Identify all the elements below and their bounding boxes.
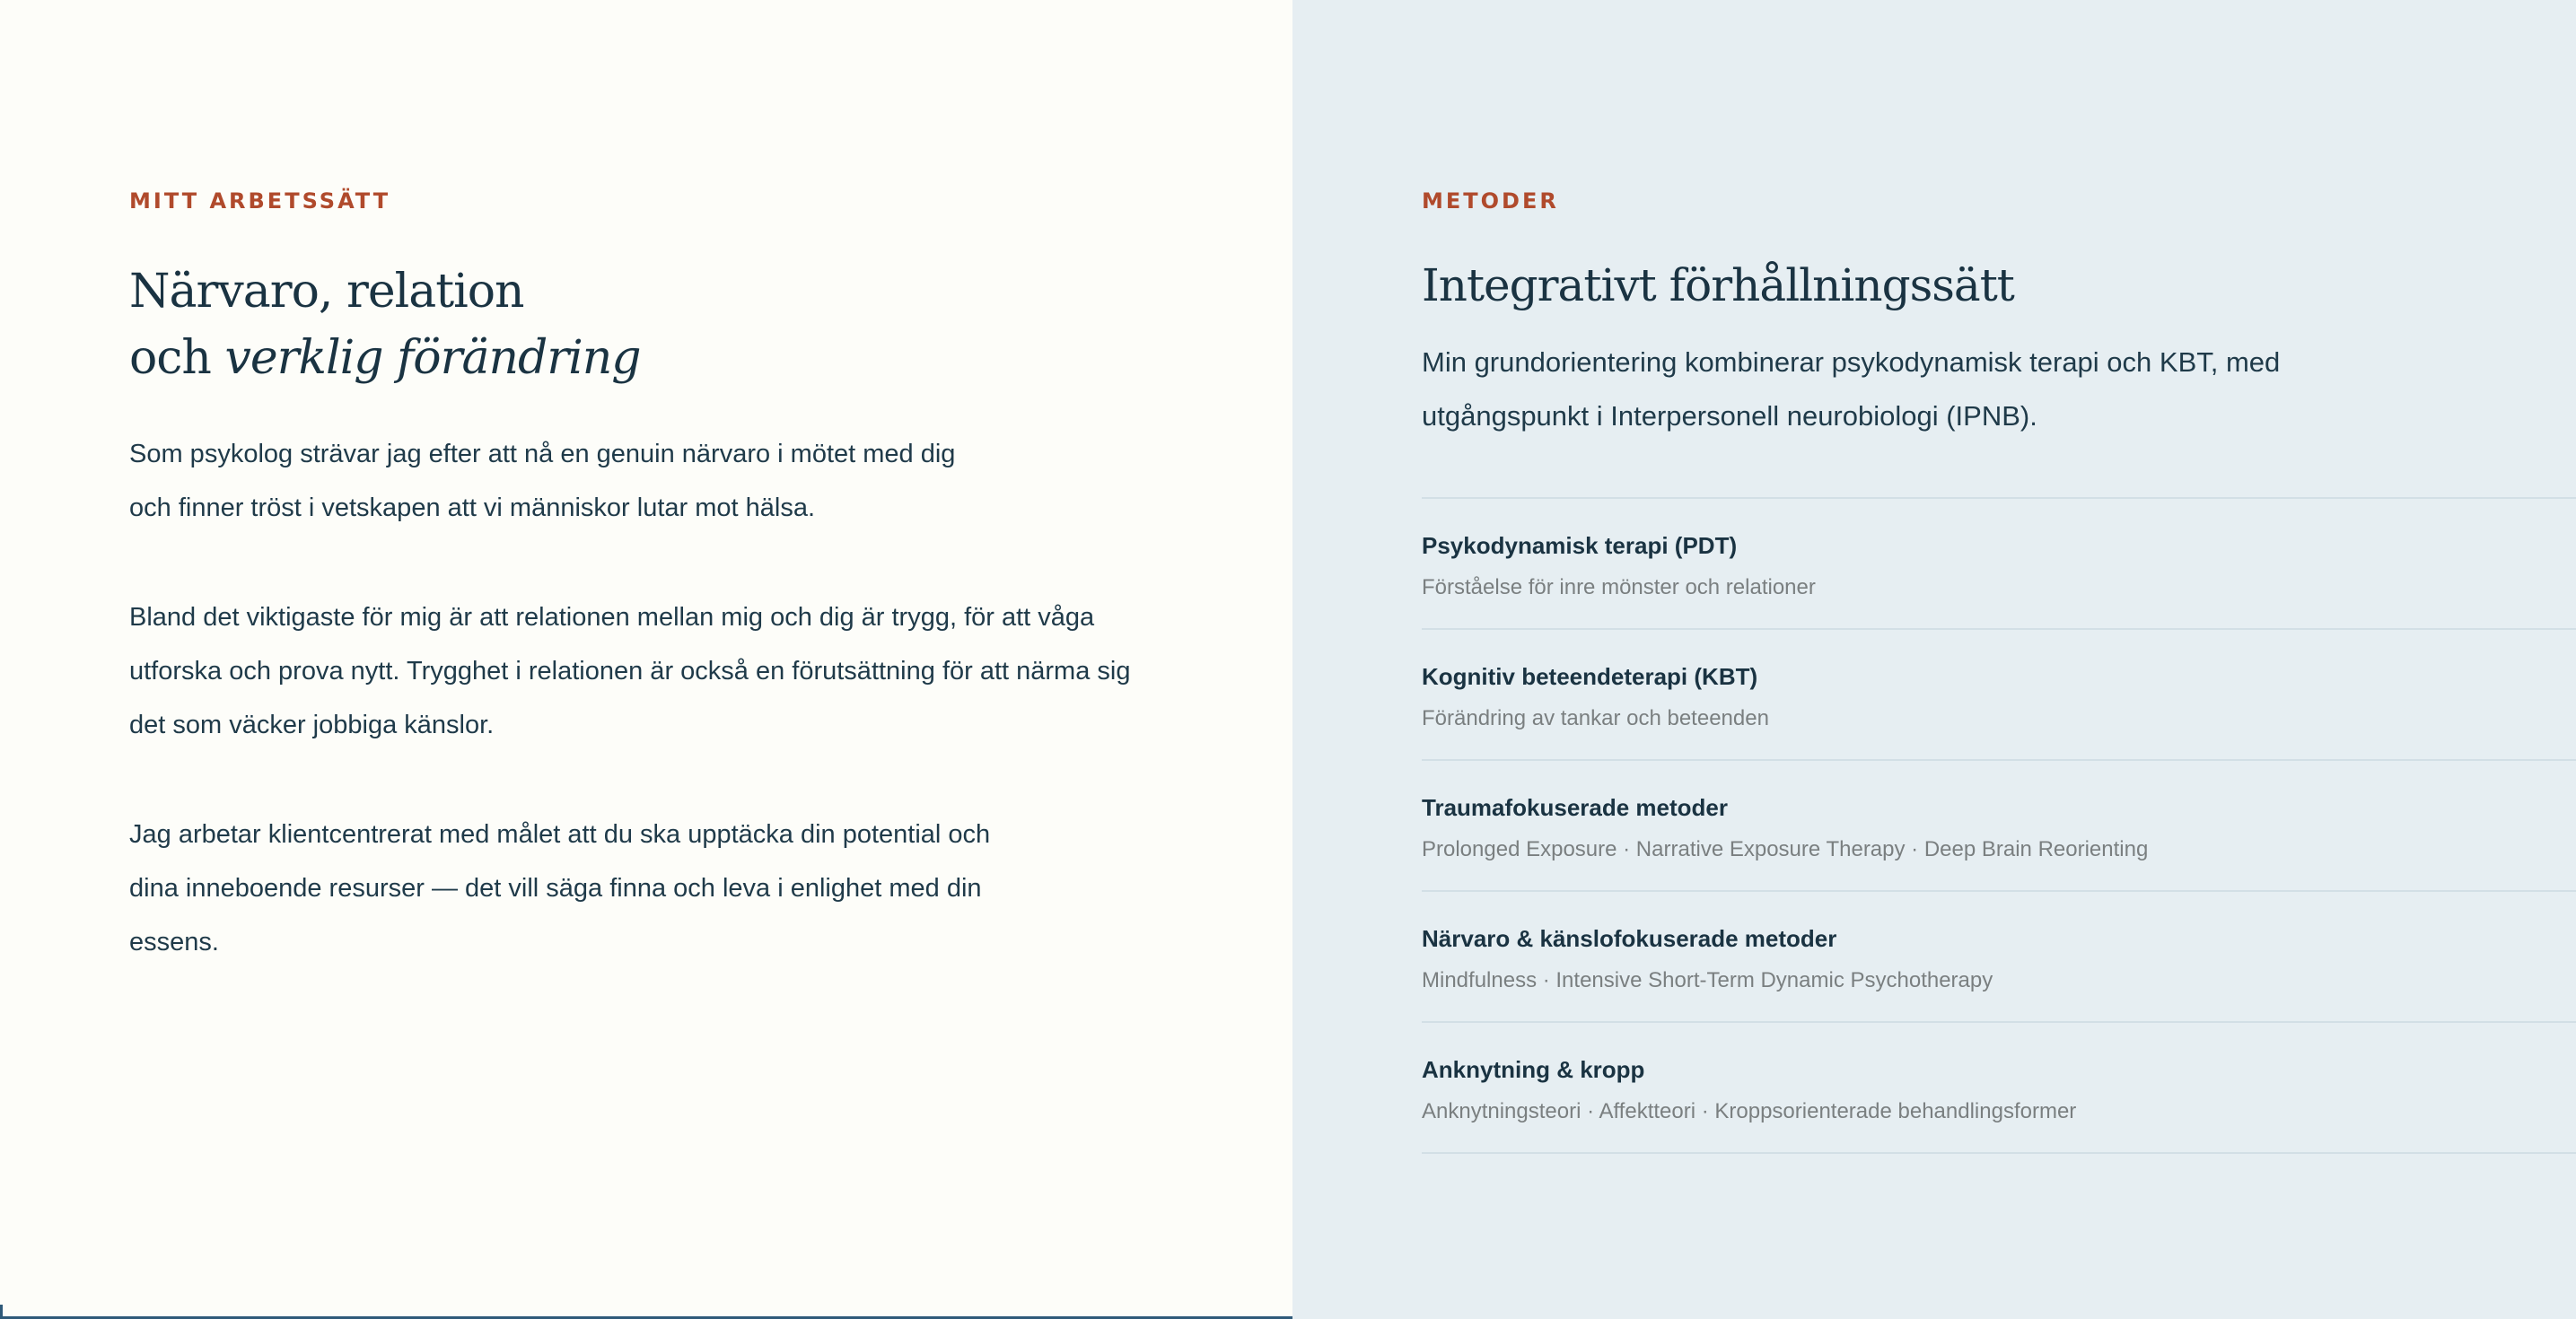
approach-paragraph-3: Jag arbetar klientcentrerat med målet att du ska upptäcka din potential och dina inneboende resurser — det vill säga finna och leva i enlighet med din essens. [129,820,991,956]
methods-intro: Min grundorientering kombinerar psykodynamisk terapi och KBT, med utgångspunkt i Interpersonell neurobiologi (IPNB). [1422,346,2281,432]
method-title: Kognitiv beteendeterapi (KBT) [1422,663,1758,690]
method-description: Förståelse för inre mönster och relationer [1422,575,1816,599]
approach-heading [129,258,1292,391]
approach-heading-line2-prefix: och [129,331,225,385]
methods-section [1292,0,2576,1319]
method-title: Psykodynamisk terapi (PDT) [1422,532,1738,559]
method-description: Prolonged Exposure · Narrative Exposure Therapy · Deep Brain Reorienting [1422,837,2149,861]
method-description: Mindfulness · Intensive Short-Term Dynamic Psychotherapy [1422,968,1993,992]
approach-paragraph-2: Bland det viktigaste för mig är att relationen mellan mig och dig är trygg, för att våga utforska och prova nytt. Trygghet i relationen är också en förutsättning för att närma sig det som väcker jobbiga känslor. [129,603,1131,739]
method-description: Anknytningsteori · Affektteori · Kroppsorienterade behandlingsformer [1422,1099,2077,1123]
corner-frame-line [0,1305,3,1319]
approach-heading-line2-italic: verklig förändring [224,331,641,385]
methods-eyebrow: METODER [1422,188,1559,214]
method-title: Traumafokuserade metoder [1422,794,1729,821]
approach-heading-line1: Närvaro, relation [129,265,524,319]
method-title: Närvaro & känslofokuserade metoder [1422,925,1837,952]
approach-eyebrow: MITT ARBETSSÄTT [129,188,391,214]
method-title: Anknytning & kropp [1422,1056,1645,1083]
method-item-presence [1422,892,2576,1023]
methods-heading: Integrativt förhållningssätt [1422,259,2014,311]
method-list [1422,497,2576,1154]
method-item-kbt [1422,630,2576,761]
method-item-trauma [1422,761,2576,892]
approach-paragraph-1: Som psykolog strävar jag efter att nå en genuin närvaro i mötet med dig och finner tröst i vetskapen att vi människor lutar mot hälsa. [129,440,956,522]
method-description: Förändring av tankar och beteenden [1422,706,1769,730]
method-item-pdt [1422,499,2576,630]
method-item-attachment [1422,1023,2576,1154]
